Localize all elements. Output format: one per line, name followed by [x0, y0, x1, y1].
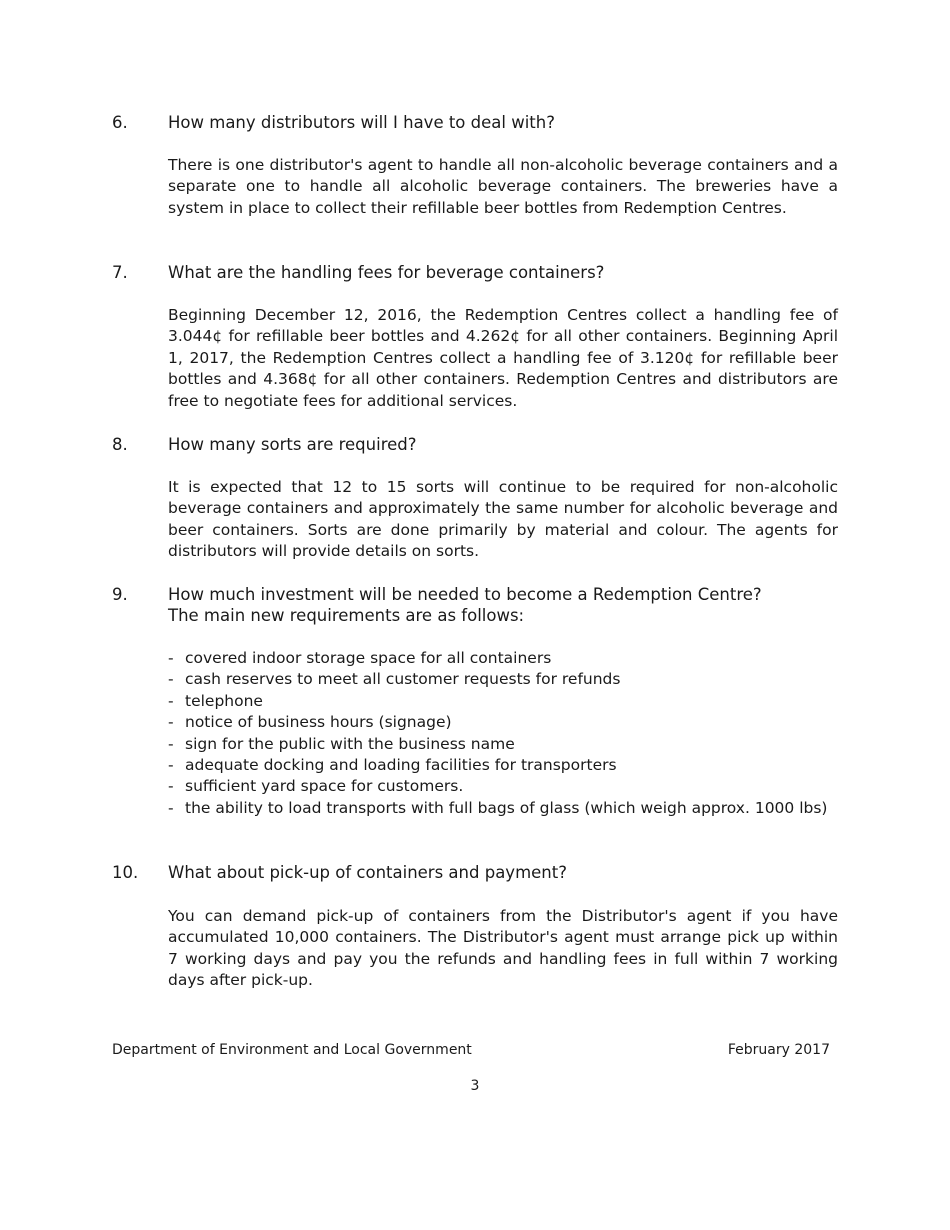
bullet-dash: -: [168, 734, 174, 753]
bullet-dash: -: [168, 777, 174, 796]
question-heading: How many distributors will I have to deal with?: [168, 113, 555, 132]
list-item: [168, 712, 838, 733]
bullet-dash: -: [168, 670, 174, 689]
bullet-dash: -: [168, 691, 174, 710]
list-item: [168, 734, 838, 755]
bullet-dash: -: [168, 756, 174, 775]
answer-paragraph: It is expected that 12 to 15 sorts will continue to be required for non-alcoholic beverage containers and approximately the same number for alcoholic beverage and beer containers. Sorts are done primarily by material and colour. The agents for distributors will provide details on sorts.: [168, 478, 838, 561]
question-number: 9.: [112, 585, 128, 604]
bullet-dash: -: [168, 649, 174, 667]
question-heading-line: How much investment will be needed to become a Redemption Centre?: [168, 585, 762, 604]
list-item: [168, 669, 838, 690]
list-item-text: adequate docking and loading facilities for transporters: [185, 756, 617, 775]
list-item: [168, 755, 838, 776]
question-number: 8.: [112, 435, 128, 454]
list-item: [168, 798, 838, 819]
list-item: [168, 691, 838, 712]
answer-paragraph: You can demand pick-up of containers from the Distributor's agent if you have accumulated 10,000 containers. The Distributor's agent must arrange pick up within 7 working days and pay you the refunds and handling fees in full within 7 working days after pick-up.: [168, 907, 838, 990]
requirements-list: [168, 648, 838, 819]
question-number: 10.: [112, 863, 139, 882]
question-heading: How many sorts are required?: [168, 435, 417, 454]
page-number: 3: [470, 1078, 480, 1094]
question-heading-line: The main new requirements are as follows:: [168, 606, 525, 625]
question-heading: [168, 584, 838, 626]
list-item-text: cash reserves to meet all customer requests for refunds: [185, 670, 621, 689]
question-number: 7.: [112, 263, 128, 282]
list-item-text: notice of business hours (signage): [185, 713, 452, 732]
list-item: [168, 776, 838, 797]
list-item-text: sign for the public with the business name: [185, 734, 515, 753]
list-item-text: sufficient yard space for customers.: [185, 777, 464, 796]
bullet-dash: -: [168, 798, 174, 817]
question-heading: What are the handling fees for beverage containers?: [168, 263, 605, 282]
footer-department: Department of Environment and Local Government: [112, 1042, 472, 1058]
list-item-text: covered indoor storage space for all containers: [185, 649, 552, 667]
question-heading: What about pick-up of containers and payment?: [168, 863, 567, 882]
list-item-text: telephone: [185, 691, 263, 710]
bullet-dash: -: [168, 713, 174, 732]
question-number: 6.: [112, 113, 128, 132]
list-item-text: the ability to load transports with full bags of glass (which weigh approx. 1000 lbs): [185, 798, 828, 817]
list-item: [168, 648, 838, 669]
answer-paragraph: There is one distributor's agent to handle all non-alcoholic beverage containers and a separate one to handle all alcoholic beverage containers. The breweries have a system in place to collect their refillable beer bottles from Redemption Centres.: [168, 156, 838, 217]
answer-paragraph: Beginning December 12, 2016, the Redemption Centres collect a handling fee of 3.044¢ for refillable beer bottles and 4.262¢ for all other containers. Beginning April 1, 2017, the Redemption Centres collect a handling fee of 3.120¢ for refillable beer bottles and 4.368¢ for all other containers. Redemption Centres and distributors are free to negotiate fees for additional services.: [168, 306, 838, 410]
footer-date: February 2017: [727, 1042, 830, 1058]
